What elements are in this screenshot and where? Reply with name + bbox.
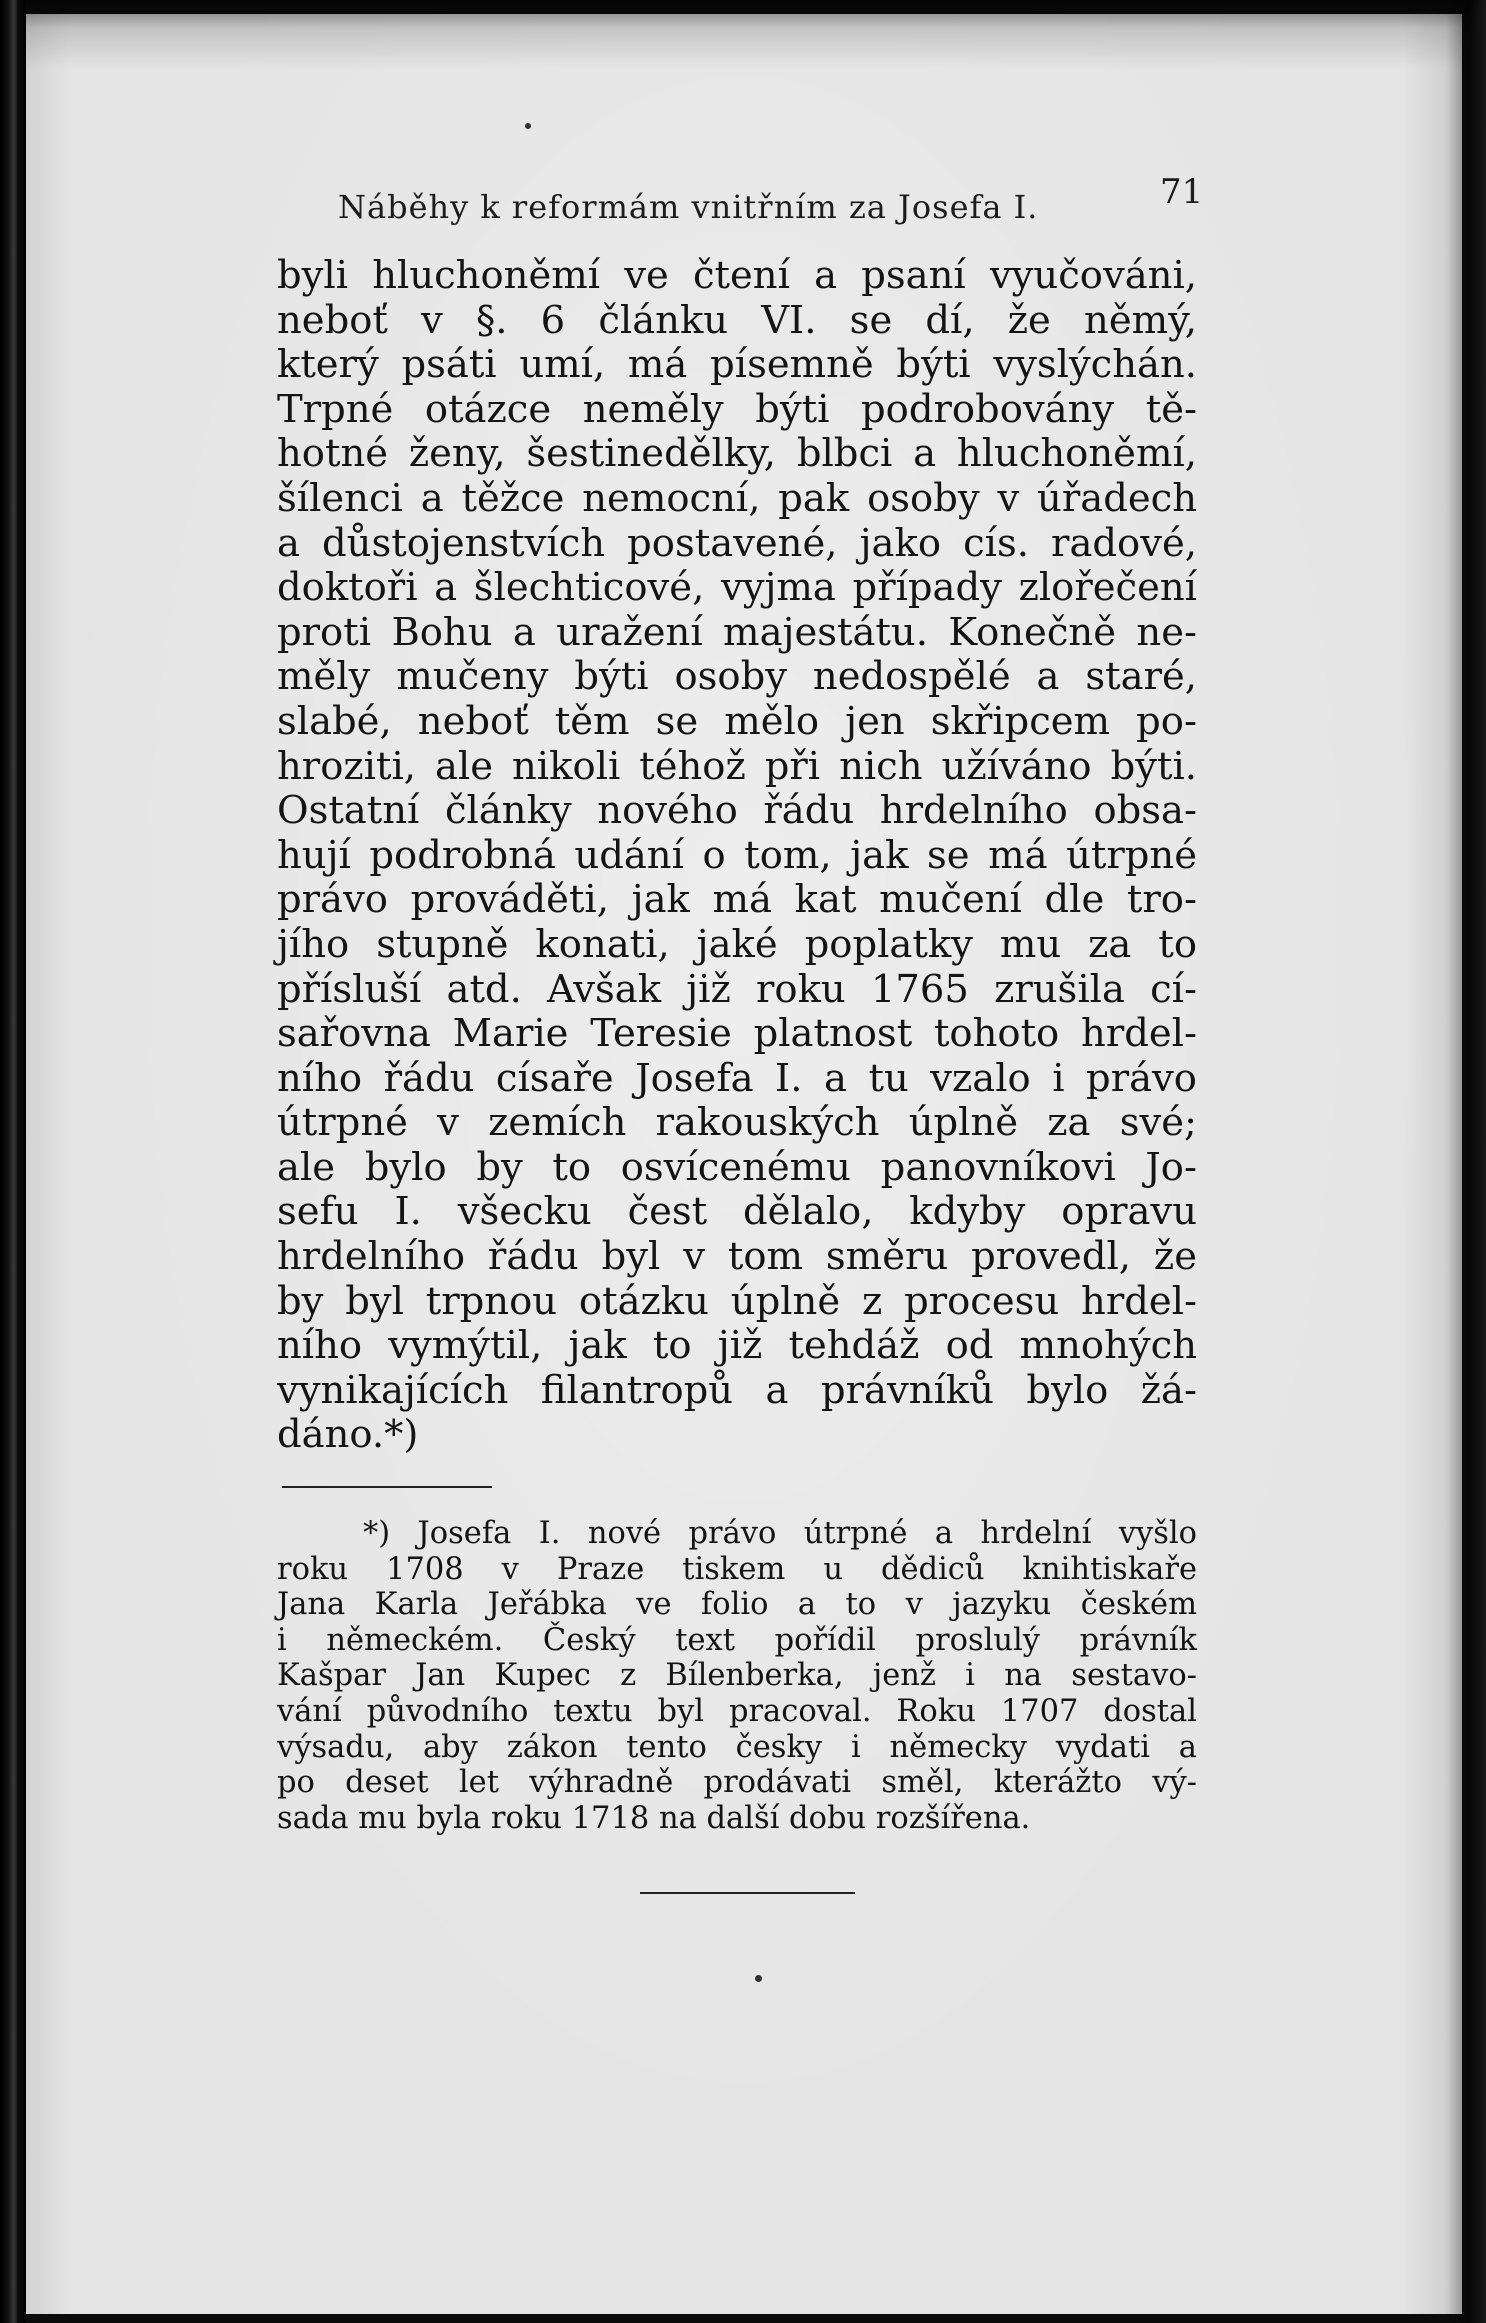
footnote-line: po deset let výhradně prodávati směl, kterážto vý- (277, 1765, 1197, 1801)
book-spine-shadow (0, 0, 26, 2323)
footnote-line: vání původního textu byl pracoval. Roku 1707 dostal (277, 1693, 1197, 1729)
text-line: šílenci a těžce nemocní, pak osoby v úřadech (277, 475, 1197, 521)
text-line: sefu I. všecku čest dělalo, kdyby opravu (277, 1189, 1197, 1235)
text-line-last: dáno.*) (277, 1412, 419, 1458)
footnote (277, 1516, 1197, 1836)
footnote-line: *) Josefa I. nové právo útrpné a hrdelní vyšlo (363, 1516, 1197, 1551)
running-header: Náběhy k reformám vnitřním za Josefa I. (338, 188, 1039, 226)
text-line: vynikajících filantropů a právníků bylo žá- (277, 1367, 1197, 1413)
text-line: a důstojenstvích postavené, jako cís. radové, (277, 520, 1197, 566)
footnote-line: výsadu, aby zákon tento česky i německy vydati a (277, 1729, 1197, 1765)
footnote-line: i německém. Český text pořídil proslulý právník (277, 1622, 1197, 1658)
footnote-line-last: sada mu byla roku 1718 na další dobu rozšířena. (277, 1800, 1031, 1836)
main-text (277, 254, 1197, 1458)
footnote-line: Kašpar Jan Kupec z Bílenberka, jenž i na sestavo- (277, 1658, 1197, 1694)
text-line: hují podrobná udání o tom, jak se má útrpné (277, 832, 1197, 878)
text-line: hrdelního řádu byl v tom směru provedl, že (277, 1234, 1197, 1280)
text-line: by byl trpnou otázku úplně z procesu hrdel- (277, 1278, 1197, 1324)
text-line: útrpné v zemích rakouských úplně za své; (277, 1100, 1197, 1146)
text-line: měly mučeny býti osoby nedospělé a staré, (277, 654, 1197, 700)
paper-speck (755, 1975, 762, 1982)
text-line: Trpné otázce neměly býti podrobovány tě- (277, 386, 1197, 432)
text-line: ale bylo by to osvícenému panovníkovi Jo- (277, 1144, 1197, 1190)
text-line: doktoři a šlechticové, vyjma případy zlořečení (277, 565, 1197, 611)
footnote-line: roku 1708 v Praze tiskem u dědiců knihtiskaře (277, 1551, 1197, 1587)
text-line: jího stupně konati, jaké poplatky mu za to (277, 921, 1197, 967)
end-rule (640, 1892, 855, 1894)
text-line: přísluší atd. Avšak již roku 1765 zrušila cí- (277, 966, 1197, 1012)
text-line: hotné ženy, šestinedělky, blbci a hluchoněmí, (277, 431, 1197, 477)
text-line: ního vymýtil, jak to již tehdáž od mnohých (277, 1323, 1197, 1369)
text-line: Ostatní články nového řádu hrdelního obsa- (277, 788, 1197, 834)
footnote-separator (282, 1486, 492, 1488)
footnote-line: Jana Karla Jeřábka ve folio a to v jazyku českém (277, 1587, 1197, 1623)
text-line: hroziti, ale nikoli téhož při nich užíváno býti. (277, 743, 1197, 789)
text-line: slabé, neboť těm se mělo jen skřipcem po- (277, 698, 1197, 744)
page-number: 71 (1160, 172, 1204, 212)
text-line: sařovna Marie Teresie platnost tohoto hrdel- (277, 1011, 1197, 1057)
text-line: byli hluchoněmí ve čtení a psaní vyučováni, (277, 253, 1197, 298)
text-line: neboť v §. 6 článku VI. se dí, že němý, (277, 297, 1197, 343)
text-line: proti Bohu a uražení majestátu. Konečně ne- (277, 609, 1197, 655)
text-line: ního řádu císaře Josefa I. a tu vzalo i právo (277, 1055, 1197, 1101)
paper-speck (525, 123, 531, 129)
text-line: právo prováděti, jak má kat mučení dle tro- (277, 877, 1197, 923)
right-edge-shadow (1446, 0, 1486, 2323)
text-line: který psáti umí, má písemně býti vyslýchán. (277, 342, 1197, 388)
top-edge-shadow (26, 0, 1486, 70)
